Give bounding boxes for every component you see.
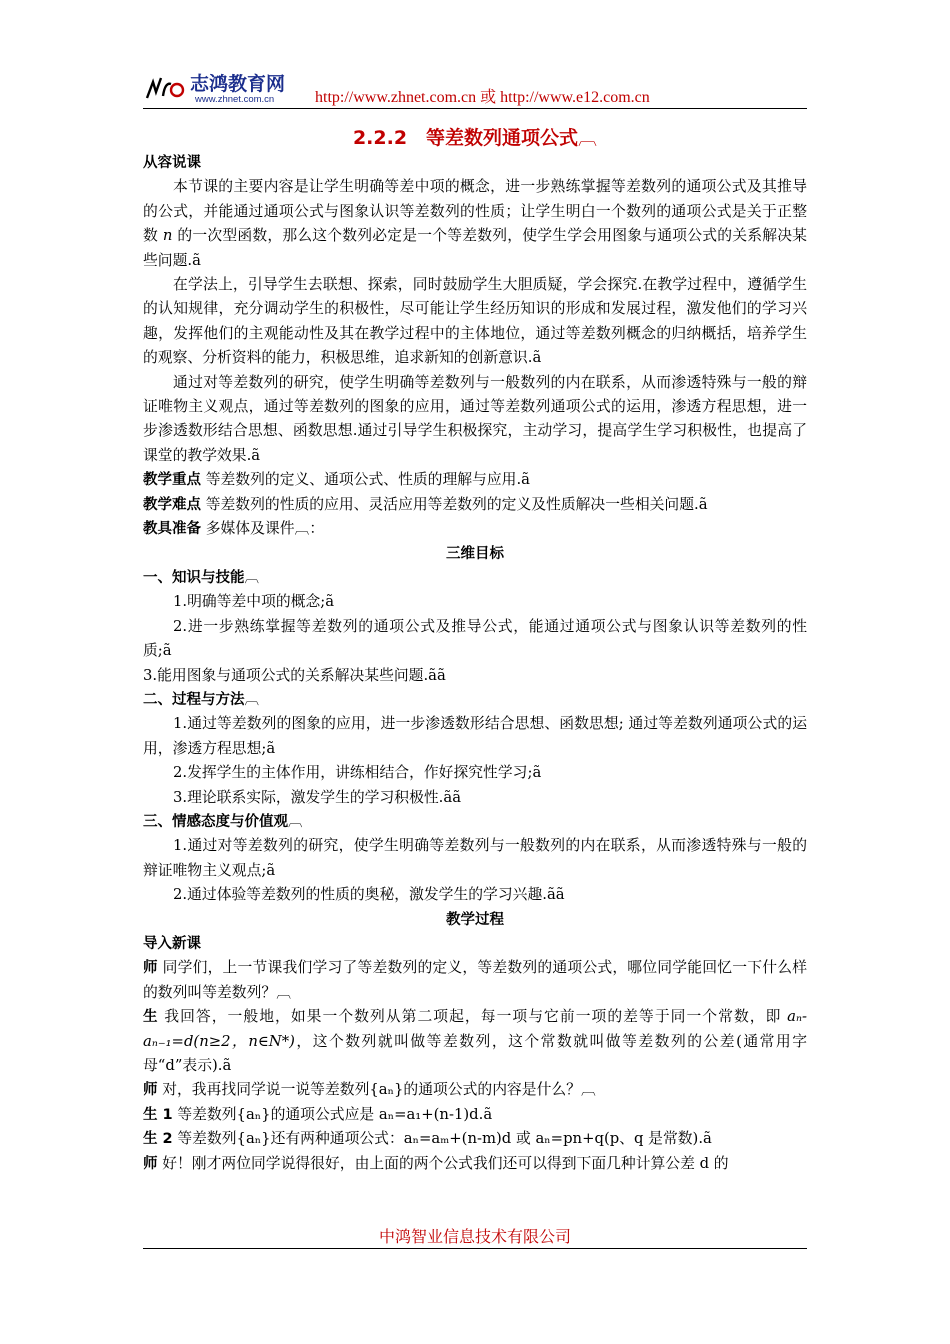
section-heading-intro: 从容说课 — [143, 155, 201, 171]
goal-3-heading: 三、情感态度与价值观︹ — [143, 813, 303, 830]
document-page — [143, 62, 807, 1176]
goal-2-item-3: 3.理论联系实际，激发学生的学习积极性.ãã — [173, 788, 462, 806]
paragraph-3: 通过对等差数列的研究，使学生明确等差数列与一般数列的内在联系，从而渗透特殊与一般的辩证唯物主义观点，通过等差数列的图象的应用，通过等差数列通项公式的运用，渗透方程思想，进一步渗透数形结合思想、函数思想.通过引导学生积极探究，主动学习，提高学生学习积极性，也提高了课堂的教学效果.ã — [143, 373, 807, 464]
dialogue-student-3: 生 2 等差数列{aₙ}还有两种通项公式：aₙ=aₘ+(n-m)d 或 aₙ=pn+q(p、q 是常数).ã — [143, 1130, 712, 1148]
difficult-point: 教学难点 等差数列的性质的应用、灵活应用等差数列的定义及性质解决一些相关问题.ã — [143, 495, 708, 513]
url-e12[interactable]: http://www.e12.com.cn — [500, 89, 650, 106]
goal-2-item-1: 1.通过等差数列的图象的应用，进一步渗透数形结合思想、函数思想; 通过等差数列通项公式的运用，渗透方程思想;ã — [143, 715, 807, 757]
dialogue-student-1: 生 我回答，一般地，如果一个数列从第二项起，每一项与它前一项的差等于同一个常数，即 aₙ-aₙ₋₁=d(n≥2，n∈N*)，这个数列就叫做等差数列，这个常数就叫做等差数列的公差(通常用字母“d”表示).ã — [143, 1008, 807, 1075]
paragraph-1: 本节课的主要内容是让学生明确等差中项的概念，进一步熟练掌握等差数列的通项公式及其推导的公式，并能通过通项公式与图象认识等差数列的性质；让学生明白一个数列的通项公式是关于正整数 n 的一次型函数，那么这个数列必定是一个等差数列，使学生学会用图象与通项公式的关系解决某些问题.ã — [143, 178, 807, 269]
doc-title: 2.2.2 等差数列通项公式︹ — [352, 127, 598, 149]
intro-heading: 导入新课 — [143, 936, 201, 952]
goal-3-item-2: 2.通过体验等差数列的性质的奥秘，激发学生的学习兴趣.ãã — [173, 886, 565, 904]
url-zhnet[interactable]: http://www.zhnet.com.cn — [315, 89, 477, 106]
footer-company: 中鸿智业信息技术有限公司 — [378, 1227, 571, 1246]
paragraph-2: 在学法上，引导学生去联想、探索，同时鼓励学生大胆质疑，学会探究.在教学过程中，遵循学生的认知规律，充分调动学生的积极性，尽可能让学生经历知识的形成和发展过程，激发他们的学习兴趣，发挥他们的主观能动性及其在教学过程中的主体地位，通过等差数列概念的归纳概括，培养学生的观察、分析资料的能力，积极思维，追求新知的创新意识.ã — [143, 276, 807, 367]
svg-text:www.zhnet.com.cn: www.zhnet.com.cn — [195, 94, 275, 105]
teaching-tools: 教具准备 多媒体及课件︹： — [143, 520, 325, 538]
dialogue-teacher-1: 师 同学们，上一节课我们学习了等差数列的定义，等差数列的通项公式，哪位同学能回忆一下什么样的数列叫等差数列？︹ — [143, 959, 807, 1001]
goal-2-heading: 二、过程与方法︹ — [143, 691, 259, 708]
footer-rule — [143, 1248, 807, 1249]
svg-text:志鸿教育网: 志鸿教育网 — [190, 73, 286, 95]
key-point: 教学重点 等差数列的定义、通项公式、性质的理解与应用.ã — [143, 471, 530, 489]
goal-1-heading: 一、知识与技能︹ — [143, 569, 259, 586]
site-logo[interactable] — [143, 68, 313, 106]
goal-1-item-1: 1.明确等差中项的概念;ã — [173, 593, 335, 611]
process-heading: 教学过程 — [446, 911, 504, 928]
dialogue-teacher-3: 师 好！刚才两位同学说得很好，由上面的两个公式我们还可以得到下面几种计算公差 d 的 — [143, 1154, 729, 1172]
goals-heading: 三维目标 — [446, 545, 504, 562]
goal-2-item-2: 2.发挥学生的主体作用，讲练相结合，作好探究性学习;ã — [173, 764, 542, 782]
header-urls — [315, 84, 650, 107]
goal-1-item-3: 3.能用图象与通项公式的关系解决某些问题.ãã — [143, 666, 446, 684]
goal-3-item-1: 1.通过对等差数列的研究，使学生明确等差数列与一般数列的内在联系，从而渗透特殊与一般的辩证唯物主义观点;ã — [143, 837, 807, 879]
header-rule — [143, 108, 807, 109]
goal-1-item-2: 2.进一步熟练掌握等差数列的通项公式及推导公式，能通过通项公式与图象认识等差数列的性质;ã — [143, 617, 807, 660]
page-header — [143, 62, 807, 108]
dialogue-teacher-2: 师 对，我再找同学说一说等差数列{aₙ}的通项公式的内容是什么？︹ — [143, 1081, 596, 1099]
dialogue-student-2: 生 1 等差数列{aₙ}的通项公式应是 aₙ=a₁+(n-1)d.ã — [143, 1105, 493, 1123]
or-word: 或 — [476, 89, 501, 106]
